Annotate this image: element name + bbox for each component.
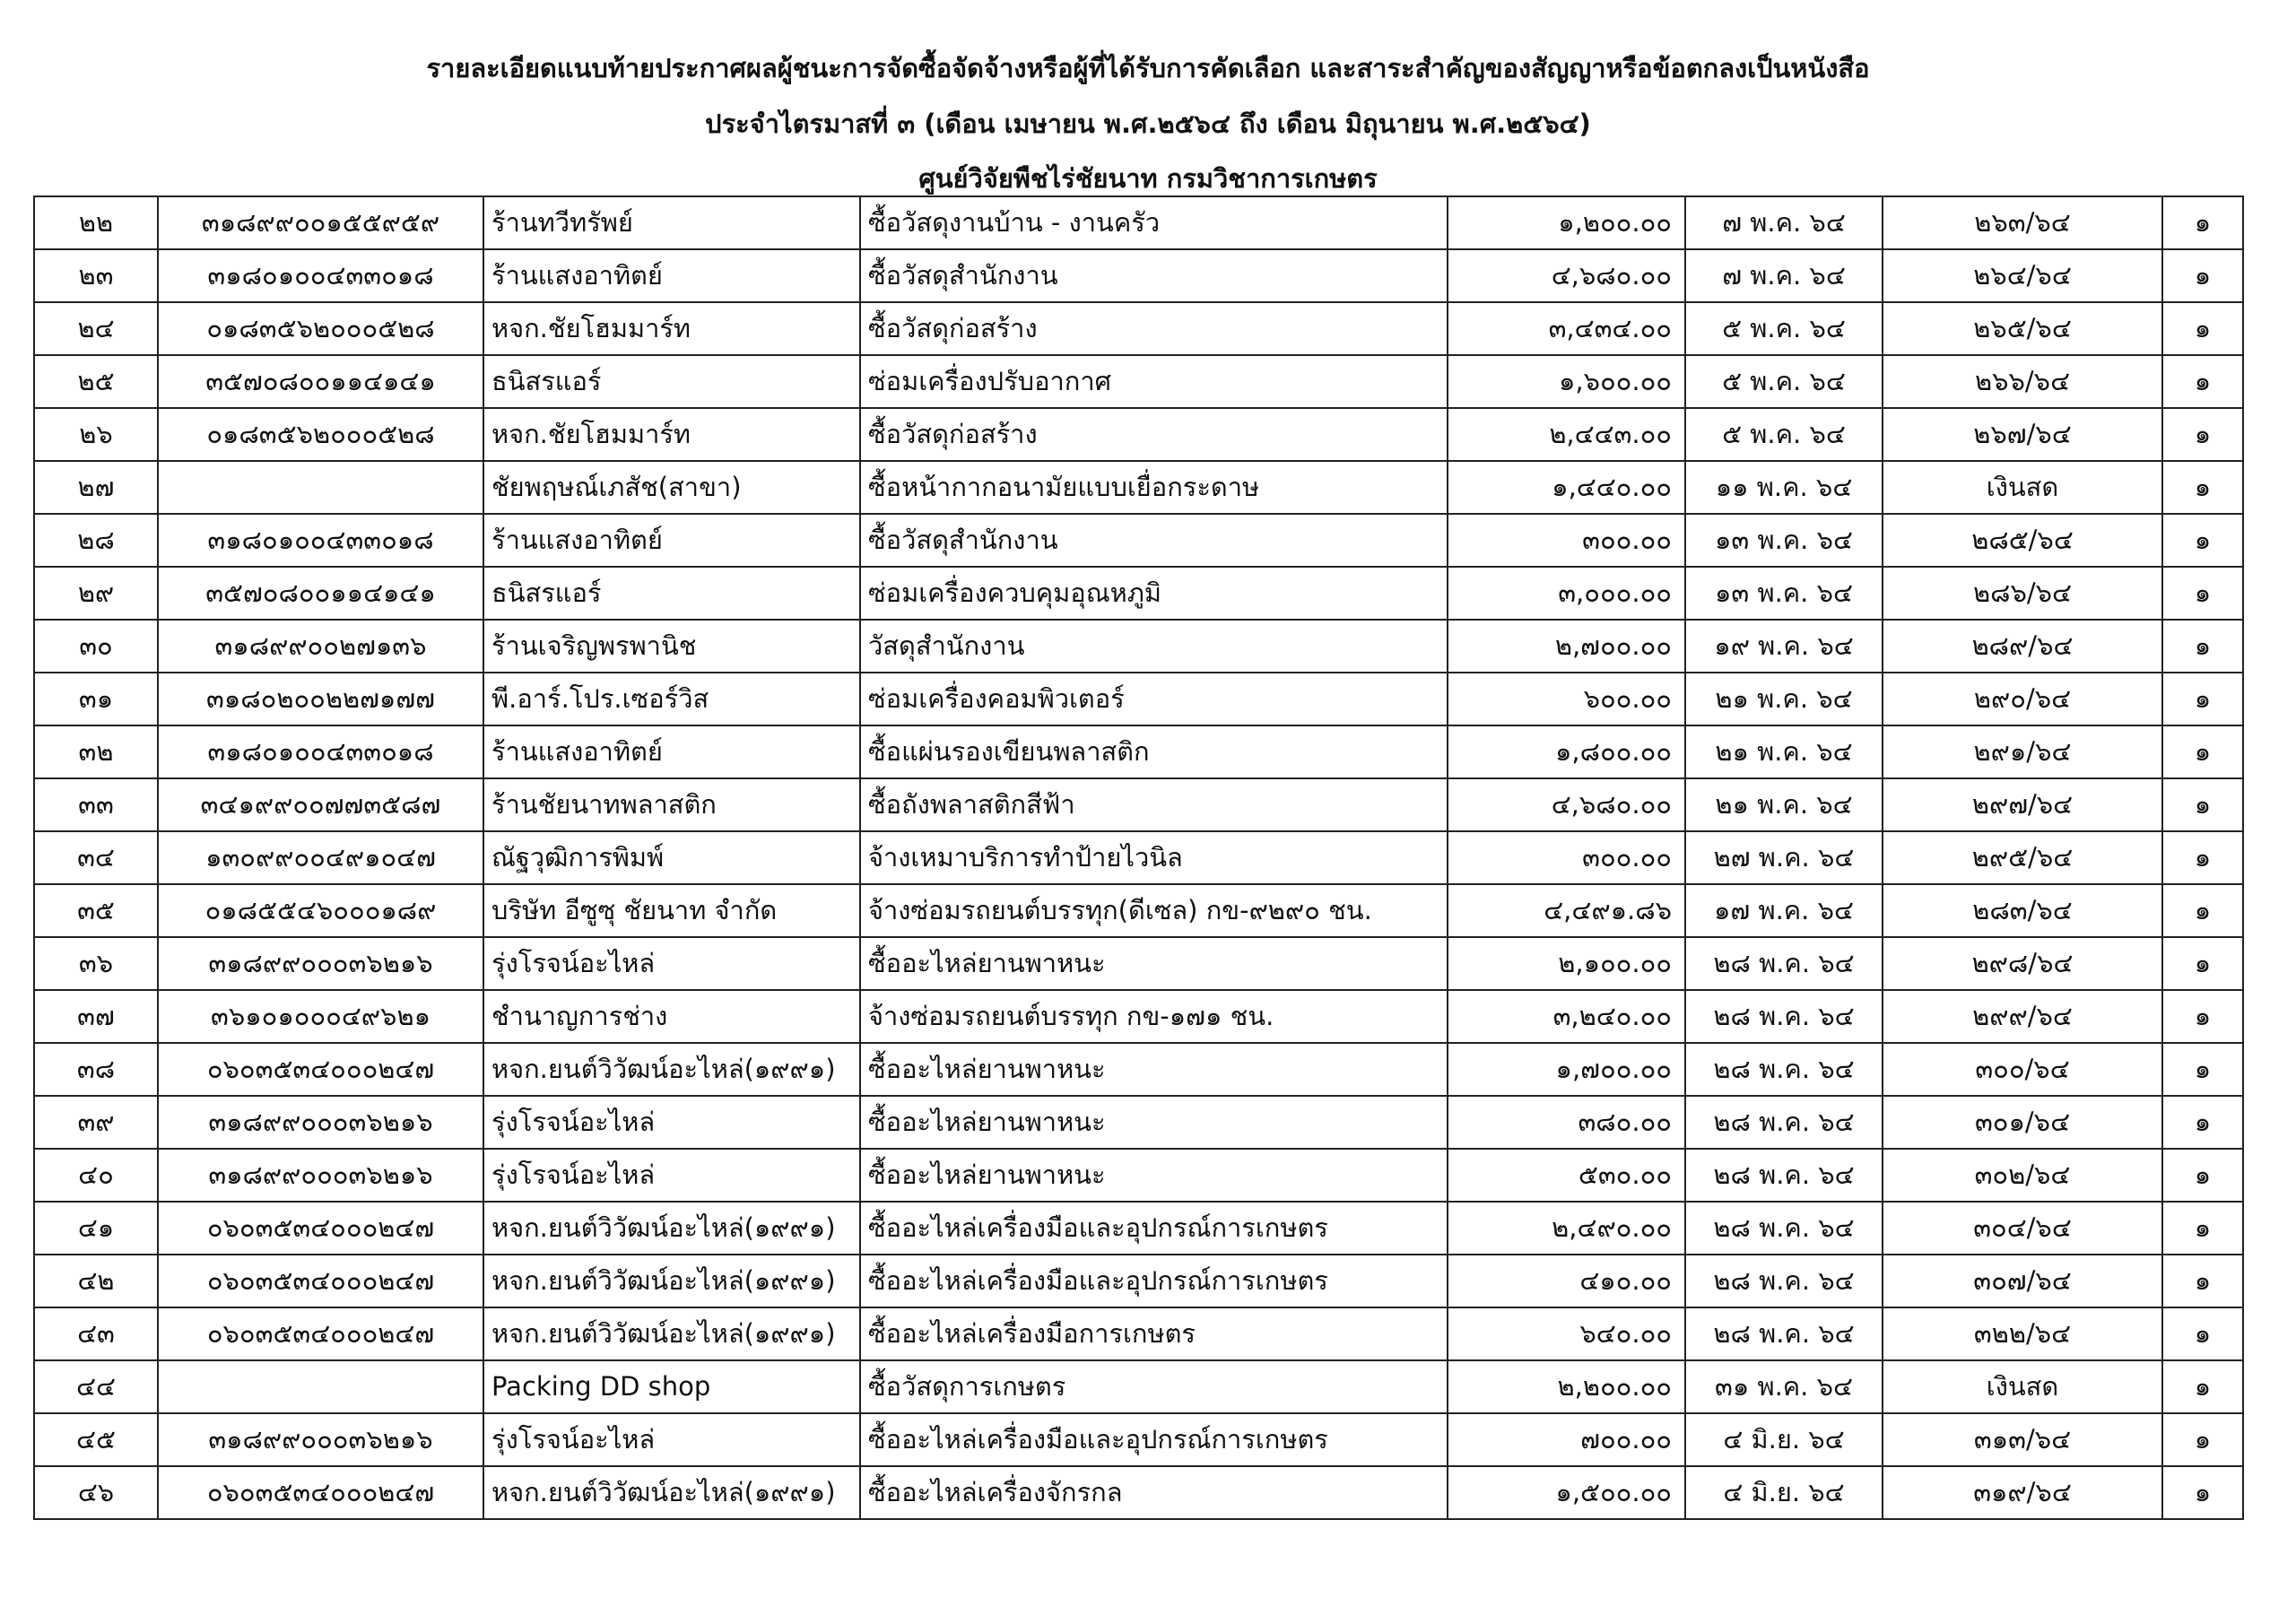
- table-row: [34, 1413, 2243, 1466]
- contract-number-cell: ๓๑๙/๖๔: [1883, 1466, 2162, 1519]
- table-row: [34, 1043, 2243, 1096]
- amount-cell: ๒,๗๐๐.๐๐: [1448, 620, 1685, 673]
- contract-number-cell: ๓๑๓/๖๔: [1883, 1413, 2162, 1466]
- date-cell: ๒๗ พ.ค. ๖๔: [1685, 831, 1883, 884]
- item-number-cell: ๓๓: [34, 778, 158, 831]
- description-cell: ซื้ออะไหล่เครื่องมือการเกษตร: [860, 1307, 1448, 1360]
- quantity-cell: ๑: [2162, 408, 2243, 461]
- amount-cell: ๓๘๐.๐๐: [1448, 1096, 1685, 1149]
- description-cell: ซื้อวัสดุก่อสร้าง: [860, 302, 1448, 355]
- tax-id-cell: ๑๓๐๙๙๐๐๔๙๑๐๔๗: [158, 831, 483, 884]
- amount-cell: ๕๓๐.๐๐: [1448, 1149, 1685, 1202]
- table-row: [34, 1149, 2243, 1202]
- contract-number-cell: ๒๖๔/๖๔: [1883, 249, 2162, 302]
- tax-id-cell: ๐๑๘๓๕๖๒๐๐๐๕๒๘: [158, 408, 483, 461]
- item-number-cell: ๔๒: [34, 1255, 158, 1307]
- vendor-name-cell: ธนิสรแอร์: [483, 567, 860, 620]
- item-number-cell: ๔๔: [34, 1360, 158, 1413]
- quantity-cell: ๑: [2162, 831, 2243, 884]
- contract-number-cell: ๒๙๘/๖๔: [1883, 937, 2162, 990]
- amount-cell: ๑,๒๐๐.๐๐: [1448, 196, 1685, 249]
- table-row: [34, 1202, 2243, 1255]
- quantity-cell: ๑: [2162, 567, 2243, 620]
- tax-id-cell: [158, 461, 483, 514]
- item-number-cell: ๓๒: [34, 725, 158, 778]
- table-row: [34, 567, 2243, 620]
- vendor-name-cell: รุ่งโรจน์อะไหล่: [483, 1413, 860, 1466]
- tax-id-cell: ๓๑๘๙๙๐๐๐๓๖๒๑๖: [158, 1149, 483, 1202]
- date-cell: ๒๑ พ.ค. ๖๔: [1685, 673, 1883, 725]
- vendor-name-cell: ร้านเจริญพรพานิช: [483, 620, 860, 673]
- description-cell: ซื้อวัสดุก่อสร้าง: [860, 408, 1448, 461]
- table-row: [34, 990, 2243, 1043]
- description-cell: ซื้อหน้ากากอนามัยแบบเยื่อกระดาษ: [860, 461, 1448, 514]
- item-number-cell: ๒๔: [34, 302, 158, 355]
- vendor-name-cell: รุ่งโรจน์อะไหล่: [483, 937, 860, 990]
- item-number-cell: ๓๑: [34, 673, 158, 725]
- document-subtitle-agency: ศูนย์วิจัยพืชไร่ชัยนาท กรมวิชาการเกษตร: [918, 163, 1378, 194]
- vendor-name-cell: หจก.ชัยโฮมมาร์ท: [483, 408, 860, 461]
- item-number-cell: ๓๕: [34, 884, 158, 937]
- tax-id-cell: ๐๖๐๓๕๓๔๐๐๐๒๔๗: [158, 1255, 483, 1307]
- vendor-name-cell: รุ่งโรจน์อะไหล่: [483, 1149, 860, 1202]
- quantity-cell: ๑: [2162, 514, 2243, 567]
- contract-number-cell: ๒๙๕/๖๔: [1883, 831, 2162, 884]
- vendor-name-cell: หจก.ยนต์วิวัฒน์อะไหล่(๑๙๙๑): [483, 1307, 860, 1360]
- amount-cell: ๒,๒๐๐.๐๐: [1448, 1360, 1685, 1413]
- amount-cell: ๓๐๐.๐๐: [1448, 514, 1685, 567]
- description-cell: ซื้ออะไหล่เครื่องมือและอุปกรณ์การเกษตร: [860, 1413, 1448, 1466]
- item-number-cell: ๒๗: [34, 461, 158, 514]
- quantity-cell: ๑: [2162, 1202, 2243, 1255]
- item-number-cell: ๒๓: [34, 249, 158, 302]
- vendor-name-cell: ร้านแสงอาทิตย์: [483, 249, 860, 302]
- quantity-cell: ๑: [2162, 461, 2243, 514]
- quantity-cell: ๑: [2162, 1360, 2243, 1413]
- amount-cell: ๑,๗๐๐.๐๐: [1448, 1043, 1685, 1096]
- date-cell: ๒๘ พ.ค. ๖๔: [1685, 990, 1883, 1043]
- description-cell: วัสดุสำนักงาน: [860, 620, 1448, 673]
- vendor-name-cell: หจก.ชัยโฮมมาร์ท: [483, 302, 860, 355]
- vendor-name-cell: หจก.ยนต์วิวัฒน์อะไหล่(๑๙๙๑): [483, 1466, 860, 1519]
- description-cell: ซื้ออะไหล่เครื่องมือและอุปกรณ์การเกษตร: [860, 1202, 1448, 1255]
- table-row: [34, 1360, 2243, 1413]
- description-cell: จ้างซ่อมรถยนต์บรรทุก(ดีเซล) กข-๙๒๙๐ ชน.: [860, 884, 1448, 937]
- tax-id-cell: ๓๖๑๐๑๐๐๐๔๙๖๒๑: [158, 990, 483, 1043]
- contract-number-cell: ๒๙๙/๖๔: [1883, 990, 2162, 1043]
- table-row: [34, 1255, 2243, 1307]
- vendor-name-cell: Packing DD shop: [483, 1360, 860, 1413]
- vendor-name-cell: ชำนาญการช่าง: [483, 990, 860, 1043]
- quantity-cell: ๑: [2162, 1466, 2243, 1519]
- vendor-name-cell: ร้านทวีทรัพย์: [483, 196, 860, 249]
- description-cell: ซื้อวัสดุการเกษตร: [860, 1360, 1448, 1413]
- contract-number-cell: เงินสด: [1883, 1360, 2162, 1413]
- description-cell: จ้างเหมาบริการทำป้ายไวนิล: [860, 831, 1448, 884]
- date-cell: ๒๘ พ.ค. ๖๔: [1685, 1202, 1883, 1255]
- date-cell: ๕ พ.ค. ๖๔: [1685, 302, 1883, 355]
- table-row: [34, 673, 2243, 725]
- tax-id-cell: ๓๑๘๙๙๐๐๑๕๕๙๕๙: [158, 196, 483, 249]
- amount-cell: ๑,๖๐๐.๐๐: [1448, 355, 1685, 408]
- amount-cell: ๒,๔๙๐.๐๐: [1448, 1202, 1685, 1255]
- item-number-cell: ๔๐: [34, 1149, 158, 1202]
- description-cell: ซ่อมเครื่องคอมพิวเตอร์: [860, 673, 1448, 725]
- quantity-cell: ๑: [2162, 1413, 2243, 1466]
- table-row: [34, 1307, 2243, 1360]
- date-cell: ๒๘ พ.ค. ๖๔: [1685, 1096, 1883, 1149]
- date-cell: ๗ พ.ค. ๖๔: [1685, 196, 1883, 249]
- item-number-cell: ๓๙: [34, 1096, 158, 1149]
- item-number-cell: ๓๗: [34, 990, 158, 1043]
- date-cell: ๒๑ พ.ค. ๖๔: [1685, 778, 1883, 831]
- date-cell: ๒๘ พ.ค. ๖๔: [1685, 1149, 1883, 1202]
- contract-number-cell: เงินสด: [1883, 461, 2162, 514]
- quantity-cell: ๑: [2162, 1096, 2243, 1149]
- table-row: [34, 302, 2243, 355]
- date-cell: ๑๗ พ.ค. ๖๔: [1685, 884, 1883, 937]
- table-row: [34, 884, 2243, 937]
- amount-cell: ๔,๔๙๑.๘๖: [1448, 884, 1685, 937]
- document-title: รายละเอียดแนบท้ายประกาศผลผู้ชนะการจัดซื้อจัดจ้างหรือผู้ที่ได้รับการคัดเลือก และสาระสำคัญของสัญญาหรือข้อตกลงเป็นหนังสือ: [426, 53, 1870, 83]
- item-number-cell: ๔๖: [34, 1466, 158, 1519]
- amount-cell: ๑,๔๔๐.๐๐: [1448, 461, 1685, 514]
- date-cell: ๔ มิ.ย. ๖๔: [1685, 1466, 1883, 1519]
- description-cell: ซื้ออะไหล่ยานพาหนะ: [860, 937, 1448, 990]
- tax-id-cell: ๐๖๐๓๕๓๔๐๐๐๒๔๗: [158, 1043, 483, 1096]
- quantity-cell: ๑: [2162, 1307, 2243, 1360]
- amount-cell: ๔๑๐.๐๐: [1448, 1255, 1685, 1307]
- vendor-name-cell: ชัยพฤษณ์เภสัช(สาขา): [483, 461, 860, 514]
- tax-id-cell: ๐๑๘๓๕๖๒๐๐๐๕๒๘: [158, 302, 483, 355]
- amount-cell: ๖๐๐.๐๐: [1448, 673, 1685, 725]
- tax-id-cell: ๓๑๘๙๙๐๐๐๓๖๒๑๖: [158, 937, 483, 990]
- item-number-cell: ๔๑: [34, 1202, 158, 1255]
- date-cell: ๒๘ พ.ค. ๖๔: [1685, 1255, 1883, 1307]
- table-row: [34, 937, 2243, 990]
- table-row: [34, 196, 2243, 249]
- date-cell: ๑๑ พ.ค. ๖๔: [1685, 461, 1883, 514]
- table-row: [34, 831, 2243, 884]
- contract-number-cell: ๓๐๑/๖๔: [1883, 1096, 2162, 1149]
- vendor-name-cell: ร้านแสงอาทิตย์: [483, 725, 860, 778]
- contract-number-cell: ๒๖๗/๖๔: [1883, 408, 2162, 461]
- vendor-name-cell: หจก.ยนต์วิวัฒน์อะไหล่(๑๙๙๑): [483, 1255, 860, 1307]
- description-cell: ซื้อวัสดุสำนักงาน: [860, 514, 1448, 567]
- quantity-cell: ๑: [2162, 937, 2243, 990]
- vendor-name-cell: หจก.ยนต์วิวัฒน์อะไหล่(๑๙๙๑): [483, 1202, 860, 1255]
- contract-number-cell: ๒๖๕/๖๔: [1883, 302, 2162, 355]
- date-cell: ๒๘ พ.ค. ๖๔: [1685, 937, 1883, 990]
- date-cell: ๑๓ พ.ค. ๖๔: [1685, 514, 1883, 567]
- contract-number-cell: ๒๘๓/๖๔: [1883, 884, 2162, 937]
- amount-cell: ๖๔๐.๐๐: [1448, 1307, 1685, 1360]
- vendor-name-cell: ณัฐวุฒิการพิมพ์: [483, 831, 860, 884]
- table-row: [34, 355, 2243, 408]
- item-number-cell: ๓๘: [34, 1043, 158, 1096]
- amount-cell: ๑,๘๐๐.๐๐: [1448, 725, 1685, 778]
- contract-number-cell: ๓๒๒/๖๔: [1883, 1307, 2162, 1360]
- date-cell: ๓๑ พ.ค. ๖๔: [1685, 1360, 1883, 1413]
- amount-cell: ๓,๐๐๐.๐๐: [1448, 567, 1685, 620]
- date-cell: ๑๙ พ.ค. ๖๔: [1685, 620, 1883, 673]
- table-row: [34, 1096, 2243, 1149]
- contract-number-cell: ๒๘๕/๖๔: [1883, 514, 2162, 567]
- table-row: [34, 514, 2243, 567]
- quantity-cell: ๑: [2162, 1043, 2243, 1096]
- item-number-cell: ๔๓: [34, 1307, 158, 1360]
- contract-number-cell: ๓๐๒/๖๔: [1883, 1149, 2162, 1202]
- tax-id-cell: ๐๑๘๕๕๔๖๐๐๐๑๘๙: [158, 884, 483, 937]
- item-number-cell: ๒๘: [34, 514, 158, 567]
- tax-id-cell: ๓๑๘๙๙๐๐๐๓๖๒๑๖: [158, 1413, 483, 1466]
- contract-number-cell: ๒๘๖/๖๔: [1883, 567, 2162, 620]
- contract-number-cell: ๒๖๖/๖๔: [1883, 355, 2162, 408]
- table-row: [34, 249, 2243, 302]
- description-cell: ซื้อวัสดุงานบ้าน - งานครัว: [860, 196, 1448, 249]
- item-number-cell: ๒๖: [34, 408, 158, 461]
- contract-number-cell: ๒๙๗/๖๔: [1883, 778, 2162, 831]
- description-cell: ซื้ออะไหล่ยานพาหนะ: [860, 1043, 1448, 1096]
- contract-number-cell: ๓๐๔/๖๔: [1883, 1202, 2162, 1255]
- amount-cell: ๔,๖๘๐.๐๐: [1448, 778, 1685, 831]
- description-cell: ซื้ออะไหล่ยานพาหนะ: [860, 1149, 1448, 1202]
- quantity-cell: ๑: [2162, 620, 2243, 673]
- amount-cell: ๒,๔๔๓.๐๐: [1448, 408, 1685, 461]
- quantity-cell: ๑: [2162, 1149, 2243, 1202]
- item-number-cell: ๓๖: [34, 937, 158, 990]
- tax-id-cell: ๐๖๐๓๕๓๔๐๐๐๒๔๗: [158, 1202, 483, 1255]
- vendor-name-cell: รุ่งโรจน์อะไหล่: [483, 1096, 860, 1149]
- date-cell: ๒๘ พ.ค. ๖๔: [1685, 1043, 1883, 1096]
- description-cell: ซื้ออะไหล่ยานพาหนะ: [860, 1096, 1448, 1149]
- contract-number-cell: ๓๐๐/๖๔: [1883, 1043, 2162, 1096]
- contract-number-cell: ๒๖๓/๖๔: [1883, 196, 2162, 249]
- description-cell: ซื้ออะไหล่เครื่องมือและอุปกรณ์การเกษตร: [860, 1255, 1448, 1307]
- description-cell: ซ่อมเครื่องควบคุมอุณหภูมิ: [860, 567, 1448, 620]
- table-row: [34, 620, 2243, 673]
- amount-cell: ๓,๔๓๔.๐๐: [1448, 302, 1685, 355]
- contract-number-cell: ๒๙๑/๖๔: [1883, 725, 2162, 778]
- item-number-cell: ๓๔: [34, 831, 158, 884]
- tax-id-cell: ๓๑๘๐๒๐๐๒๒๗๑๗๗: [158, 673, 483, 725]
- tax-id-cell: ๓๑๘๐๑๐๐๔๓๓๐๑๘: [158, 514, 483, 567]
- quantity-cell: ๑: [2162, 249, 2243, 302]
- description-cell: จ้างซ่อมรถยนต์บรรทุก กข-๑๗๑ ชน.: [860, 990, 1448, 1043]
- tax-id-cell: ๓๔๑๙๙๐๐๗๗๓๕๘๗: [158, 778, 483, 831]
- quantity-cell: ๑: [2162, 1255, 2243, 1307]
- amount-cell: ๗๐๐.๐๐: [1448, 1413, 1685, 1466]
- item-number-cell: ๒๒: [34, 196, 158, 249]
- description-cell: ซ่อมเครื่องปรับอากาศ: [860, 355, 1448, 408]
- tax-id-cell: ๓๑๘๙๙๐๐๐๓๖๒๑๖: [158, 1096, 483, 1149]
- tax-id-cell: ๓๕๗๐๘๐๐๑๑๔๑๔๑: [158, 355, 483, 408]
- date-cell: ๑๓ พ.ค. ๖๔: [1685, 567, 1883, 620]
- quantity-cell: ๑: [2162, 196, 2243, 249]
- table-row: [34, 725, 2243, 778]
- date-cell: ๒๘ พ.ค. ๖๔: [1685, 1307, 1883, 1360]
- vendor-name-cell: ธนิสรแอร์: [483, 355, 860, 408]
- procurement-table: [33, 195, 2244, 1520]
- vendor-name-cell: หจก.ยนต์วิวัฒน์อะไหล่(๑๙๙๑): [483, 1043, 860, 1096]
- amount-cell: ๓๐๐.๐๐: [1448, 831, 1685, 884]
- quantity-cell: ๑: [2162, 884, 2243, 937]
- item-number-cell: ๔๕: [34, 1413, 158, 1466]
- vendor-name-cell: บริษัท อีซูซุ ชัยนาท จำกัด: [483, 884, 860, 937]
- date-cell: ๔ มิ.ย. ๖๔: [1685, 1413, 1883, 1466]
- contract-number-cell: ๓๐๗/๖๔: [1883, 1255, 2162, 1307]
- vendor-name-cell: พี.อาร์.โปร.เซอร์วิส: [483, 673, 860, 725]
- item-number-cell: ๒๙: [34, 567, 158, 620]
- quantity-cell: ๑: [2162, 778, 2243, 831]
- contract-number-cell: ๒๙๐/๖๔: [1883, 673, 2162, 725]
- vendor-name-cell: ร้านแสงอาทิตย์: [483, 514, 860, 567]
- quantity-cell: ๑: [2162, 302, 2243, 355]
- contract-number-cell: ๒๘๙/๖๔: [1883, 620, 2162, 673]
- amount-cell: ๑,๕๐๐.๐๐: [1448, 1466, 1685, 1519]
- quantity-cell: ๑: [2162, 725, 2243, 778]
- description-cell: ซื้อวัสดุสำนักงาน: [860, 249, 1448, 302]
- tax-id-cell: ๐๖๐๓๕๓๔๐๐๐๒๔๗: [158, 1466, 483, 1519]
- tax-id-cell: ๓๑๘๐๑๐๐๔๓๓๐๑๘: [158, 249, 483, 302]
- vendor-name-cell: ร้านชัยนาทพลาสติก: [483, 778, 860, 831]
- tax-id-cell: ๓๕๗๐๘๐๐๑๑๔๑๔๑: [158, 567, 483, 620]
- description-cell: ซื้อถังพลาสติกสีฟ้า: [860, 778, 1448, 831]
- tax-id-cell: [158, 1360, 483, 1413]
- quantity-cell: ๑: [2162, 355, 2243, 408]
- quantity-cell: ๑: [2162, 673, 2243, 725]
- description-cell: ซื้ออะไหล่เครื่องจักรกล: [860, 1466, 1448, 1519]
- amount-cell: ๒,๑๐๐.๐๐: [1448, 937, 1685, 990]
- tax-id-cell: ๓๑๘๙๙๐๐๒๗๑๓๖: [158, 620, 483, 673]
- date-cell: ๒๑ พ.ค. ๖๔: [1685, 725, 1883, 778]
- amount-cell: ๔,๖๘๐.๐๐: [1448, 249, 1685, 302]
- quantity-cell: ๑: [2162, 990, 2243, 1043]
- item-number-cell: ๓๐: [34, 620, 158, 673]
- date-cell: ๗ พ.ค. ๖๔: [1685, 249, 1883, 302]
- description-cell: ซื้อแผ่นรองเขียนพลาสติก: [860, 725, 1448, 778]
- tax-id-cell: ๓๑๘๐๑๐๐๔๓๓๐๑๘: [158, 725, 483, 778]
- date-cell: ๕ พ.ค. ๖๔: [1685, 355, 1883, 408]
- table-row: [34, 461, 2243, 514]
- table-row: [34, 1466, 2243, 1519]
- tax-id-cell: ๐๖๐๓๕๓๔๐๐๐๒๔๗: [158, 1307, 483, 1360]
- date-cell: ๕ พ.ค. ๖๔: [1685, 408, 1883, 461]
- table-row: [34, 778, 2243, 831]
- table-row: [34, 408, 2243, 461]
- item-number-cell: ๒๕: [34, 355, 158, 408]
- amount-cell: ๓,๒๔๐.๐๐: [1448, 990, 1685, 1043]
- document-subtitle-period: ประจำไตรมาสที่ ๓ (เดือน เมษายน พ.ศ.๒๕๖๔ ถึง เดือน มิถุนายน พ.ศ.๒๕๖๔): [705, 109, 1591, 139]
